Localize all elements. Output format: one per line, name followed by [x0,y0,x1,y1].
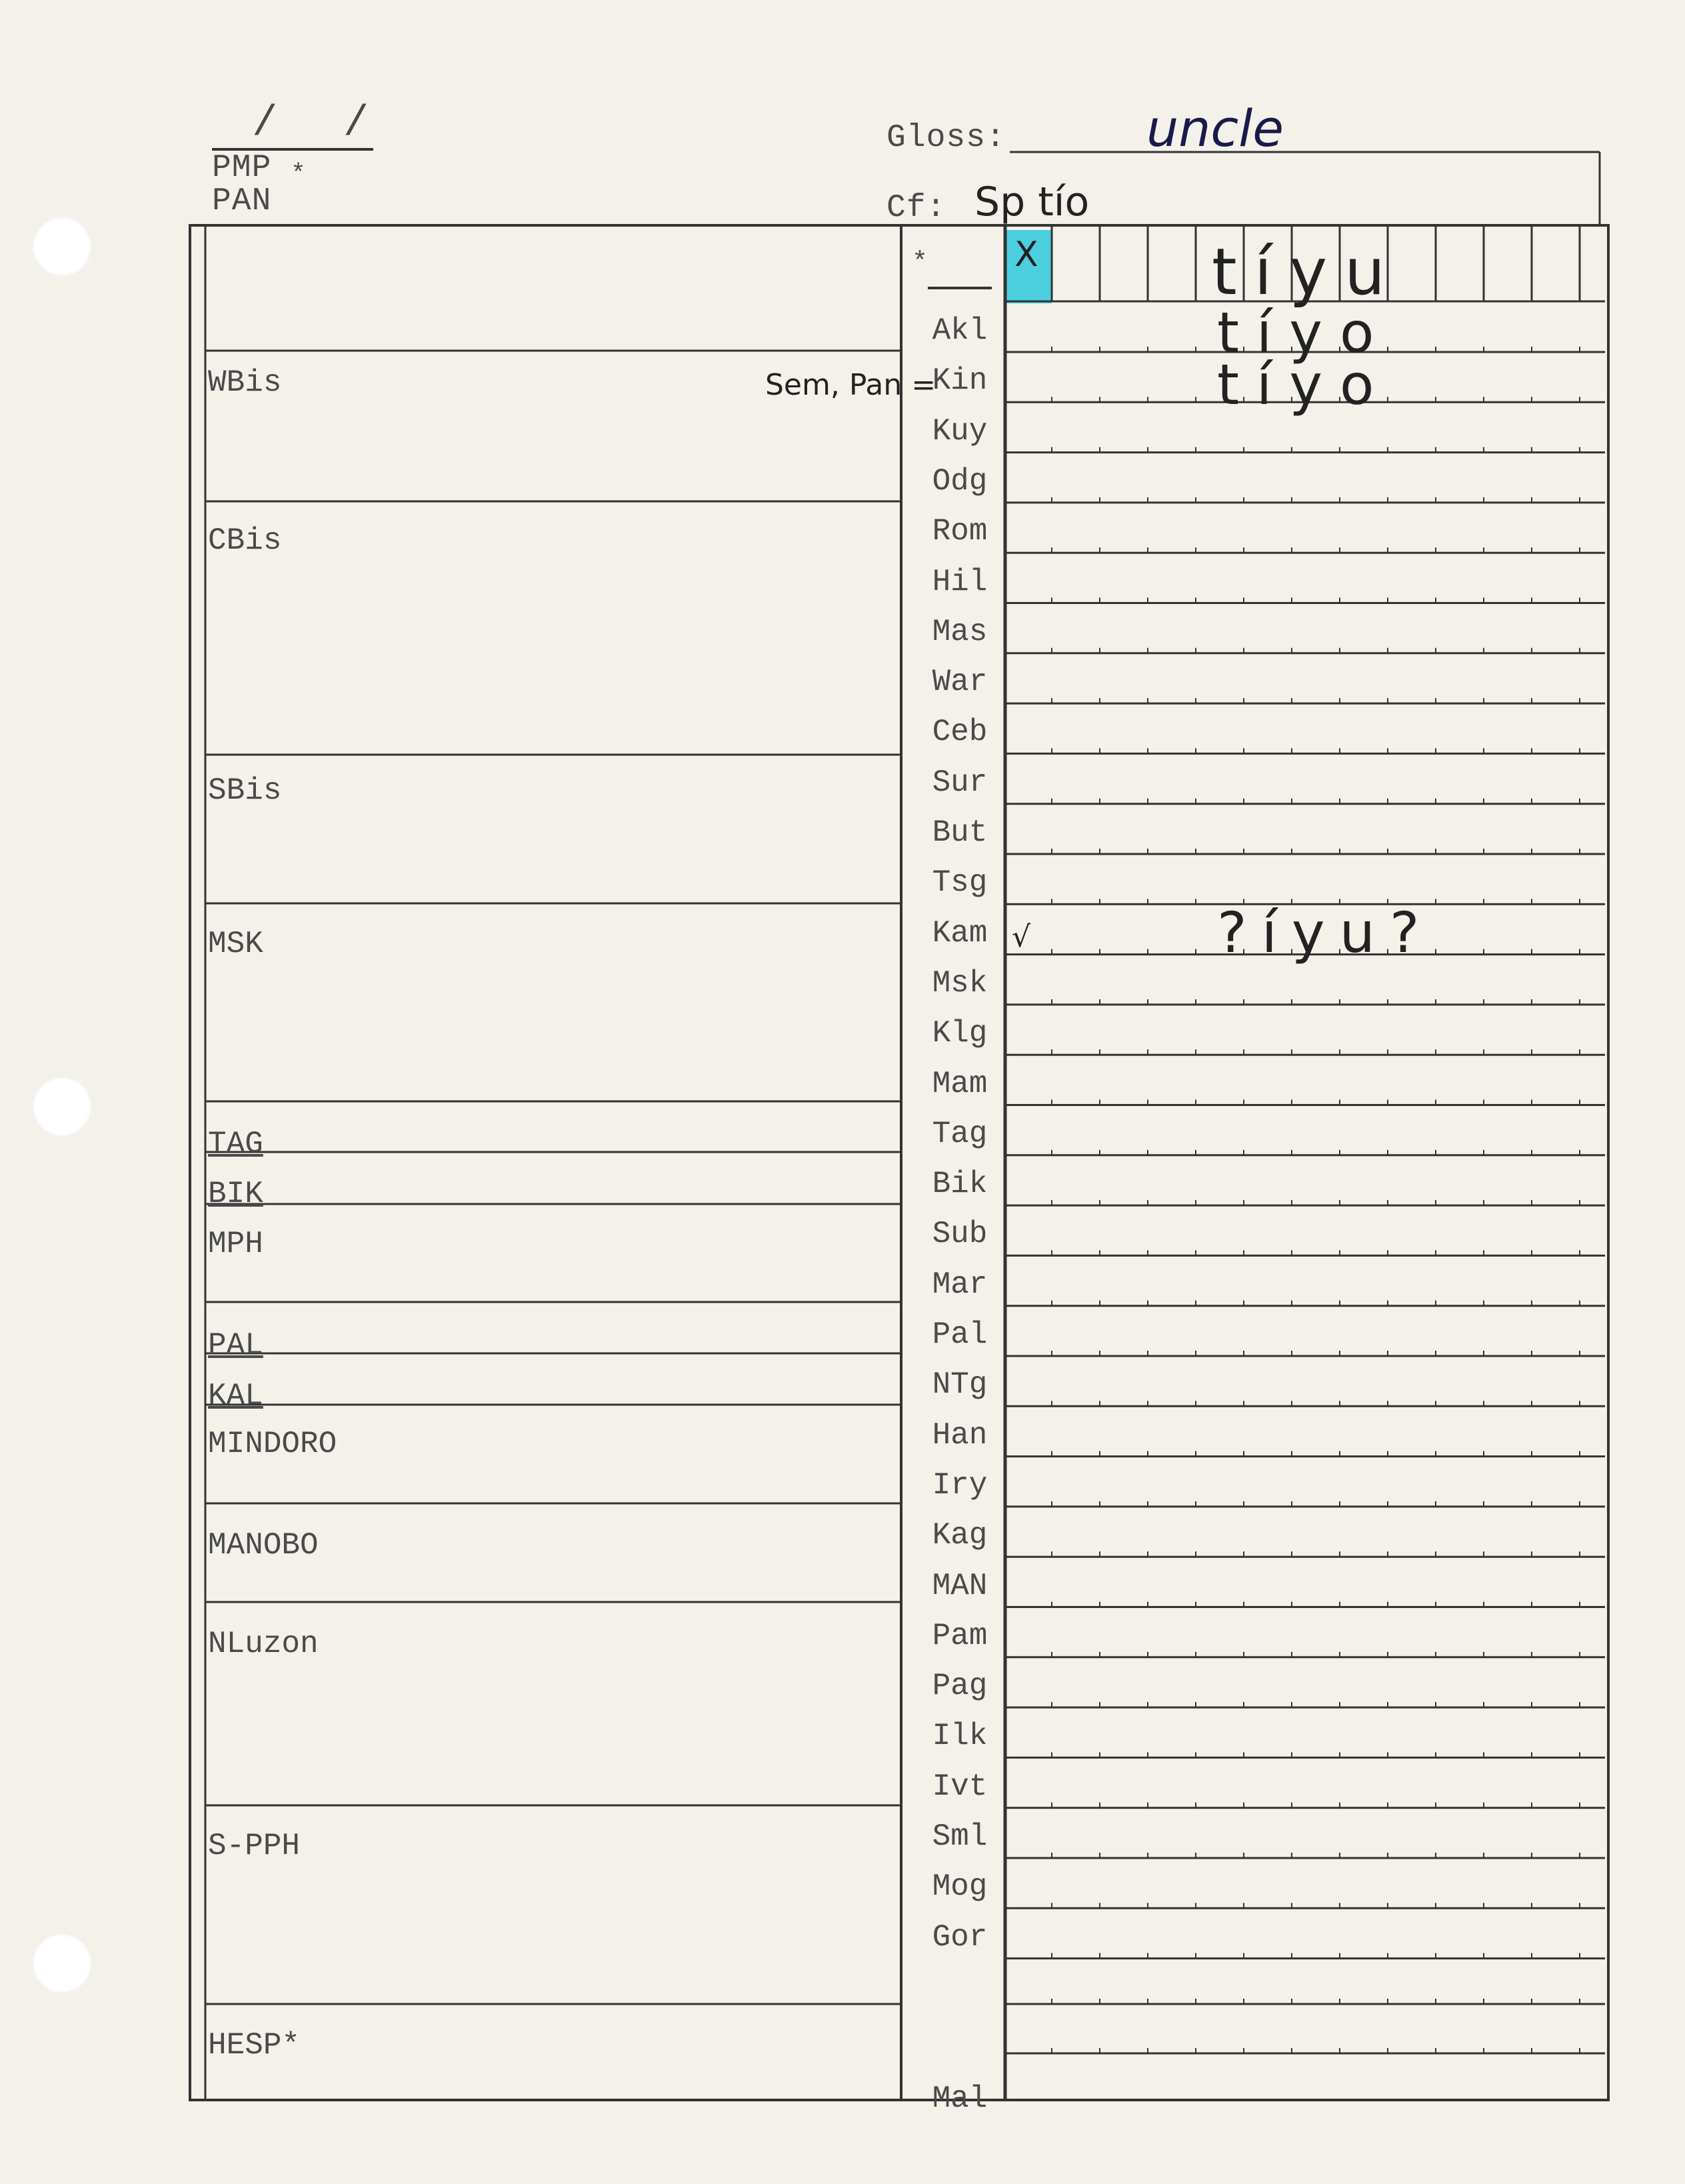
language-label-akl: Akl [932,313,988,348]
language-label-klg: Klg [932,1016,988,1051]
kam-check: √ [1012,920,1031,954]
outer-frame [190,225,1608,2100]
language-label-mar: Mar [932,1267,988,1302]
language-label-sml: Sml [932,1819,988,1854]
language-label-pag: Pag [932,1669,988,1704]
language-label-mas: Mas [932,614,988,649]
cf-label: Cf: [886,190,946,226]
star-row-label: * [912,248,929,278]
pmp-label: PMP [212,150,272,186]
language-label-bik: Bik [932,1167,988,1202]
language-label-iry: Iry [932,1467,988,1503]
group-label-msk: MSK [208,927,263,961]
group-label-hesp: HESP* [208,2028,301,2063]
language-label-ivt: Ivt [932,1769,988,1804]
language-label-man: MAN [932,1568,988,1603]
group-label-kal: KAL [208,1379,263,1413]
language-label-but: But [932,815,988,850]
language-label-kuy: Kuy [932,413,988,449]
group-label-pal: PAL [208,1328,263,1363]
language-label-mog: Mog [932,1869,988,1905]
language-label-kam: Kam [932,915,988,951]
language-label-ilk: Ilk [932,1719,988,1754]
language-label-msk: Msk [932,965,988,1001]
language-label-ceb: Ceb [932,715,988,750]
language-label-pam: Pam [932,1618,988,1653]
language-label-gor: Gor [932,1919,988,1955]
kin-form: tíyo [1217,352,1392,417]
group-label-tag: TAG [208,1127,263,1161]
language-label-kin: Kin [932,363,988,399]
language-label-mam: Mam [932,1066,988,1101]
number-mark: / / [252,100,389,148]
gloss-label: Gloss: [886,120,1006,156]
language-label-kag: Kag [932,1518,988,1553]
group-label-sbis: SBis [208,773,282,808]
language-label-tsg: Tsg [932,865,988,901]
language-label-hil: Hil [932,564,988,599]
language-label-sub: Sub [932,1217,988,1252]
gloss-value: uncle [1146,99,1284,158]
group-label-mindoro: MINDORO [208,1427,337,1461]
group-label-mph: MPH [208,1227,263,1261]
header-star: * [291,160,307,189]
kam-form: ?íyu? [1217,900,1434,965]
star-form: tíyu [1212,235,1402,309]
group-label-spph: S-PPH [208,1829,301,1863]
kin-note: Sem, Pan = [765,368,936,402]
language-label-rom: Rom [932,514,988,549]
language-label-mal: Mal [932,2081,988,2116]
group-label-wbis: WBis [208,365,282,400]
x-mark: X [1014,235,1038,275]
language-label-odg: Odg [932,463,988,499]
pan-label: PAN [212,183,272,219]
group-label-manobo: MANOBO [208,1528,319,1563]
cf-value: Sp tío [974,179,1090,225]
language-label-sur: Sur [932,765,988,800]
language-label-ntg: NTg [932,1367,988,1403]
group-label-nluzon: NLuzon [208,1627,319,1661]
group-label-bik: BIK [208,1177,263,1211]
language-label-han: Han [932,1417,988,1453]
language-label-pal: Pal [932,1317,988,1352]
language-label-war: War [932,665,988,700]
group-label-cbis: CBis [208,523,282,558]
akl-form: tíyo [1217,300,1392,365]
language-label-tag: Tag [932,1116,988,1151]
